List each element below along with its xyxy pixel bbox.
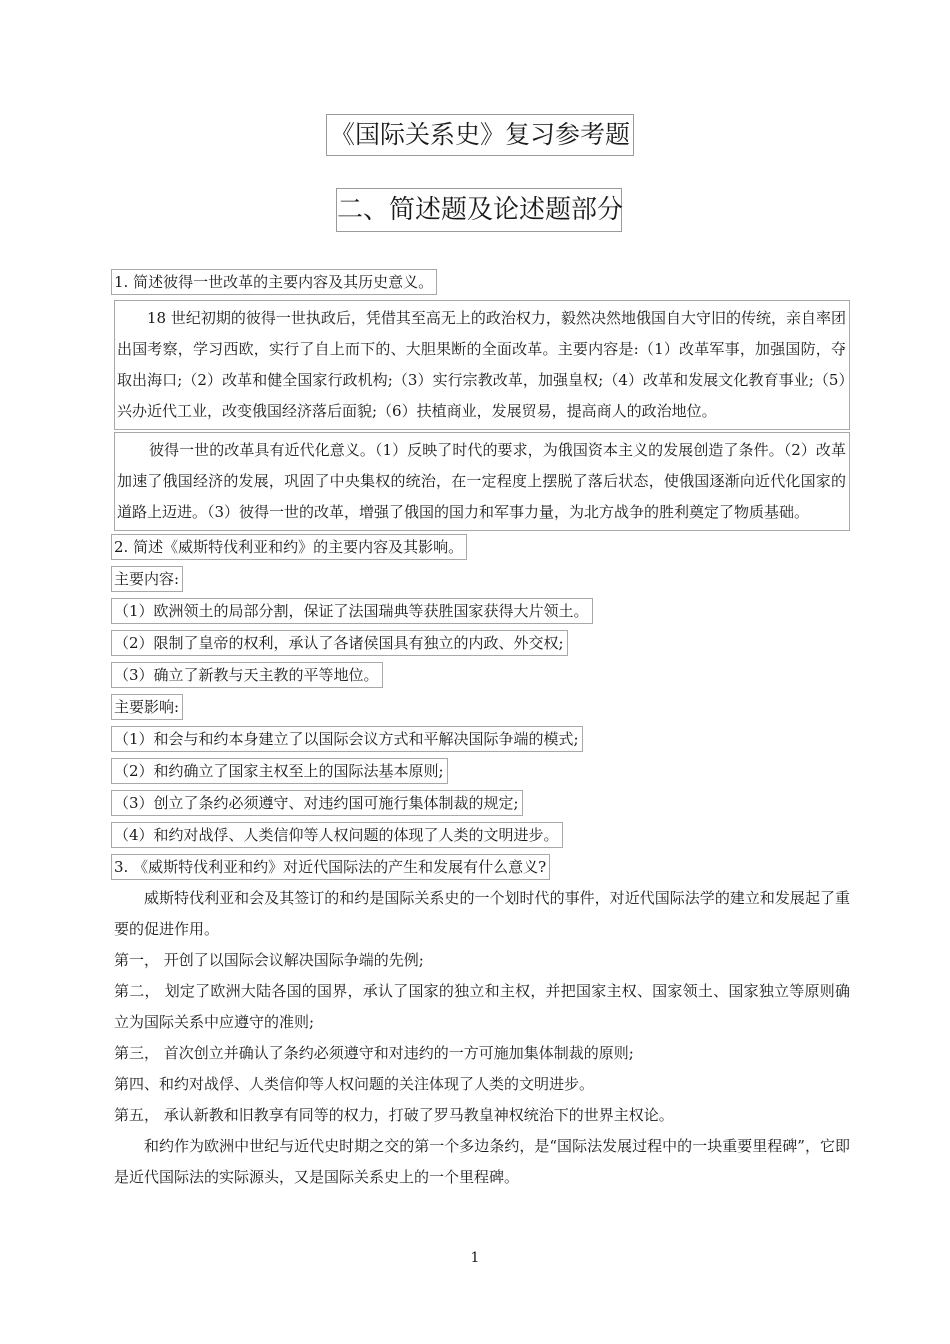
section-heading: 二、简述题及论述题部分: [336, 188, 622, 232]
answer-3-intro: 威斯特伐利亚和会及其签订的和约是国际关系史的一个划时代的事件，对近代国际法学的建立和发展起了重要的促进作用。: [114, 889, 850, 938]
answer-3-point: 第五， 承认新教和旧教享有同等的权力，打破了罗马教皇神权统治下的世界主权论。: [114, 1106, 674, 1124]
answer-3-point: 第一， 开创了以国际会议解决国际争端的先例;: [114, 951, 424, 969]
content-item: （2）限制了皇帝的权利，承认了各诸侯国具有独立的内政、外交权;: [111, 630, 568, 656]
content-item: （3）确立了新教与天主教的平等地位。: [111, 662, 383, 688]
impact-item: （3）创立了条约必须遵守、对违约国可施行集体制裁的规定;: [111, 790, 523, 816]
answer-1-paragraph-2: 彼得一世的改革具有近代化意义。（1）反映了时代的要求，为俄国资本主义的发展创造了条件。（2）改革加速了俄国经济的发展，巩固了中央集权的统治，在一定程度上摆脱了落后状态，使俄国逐渐向近代化国家的道路上迈进。（3）彼得一世的改革，增强了俄国的国力和军事力量，为北方战争的胜利奠定了物质基础。: [114, 432, 850, 531]
question-3: 3. 《威斯特伐利亚和约》对近代国际法的产生和发展有什么意义?: [111, 854, 550, 880]
impact-item: （1）和会与和约本身建立了以国际会议方式和平解决国际争端的模式;: [111, 726, 583, 752]
impact-item: （4）和约对战俘、人类信仰等人权问题的体现了人类的文明进步。: [111, 822, 563, 848]
question-1: 1. 简述彼得一世改革的主要内容及其历史意义。: [111, 269, 437, 295]
document-body: [114, 266, 850, 1193]
impact-item: （2）和约确立了国家主权至上的国际法基本原则;: [111, 758, 448, 784]
content-item: （1）欧洲领土的局部分割，保证了法国瑞典等获胜国家获得大片领土。: [111, 598, 593, 624]
content-heading: 主要内容:: [111, 566, 183, 592]
answer-3-conclusion: 和约作为欧洲中世纪与近代史时期之交的第一个多边条约，是“国际法发展过程中的一块重要里程碑”，它即是近代国际法的实际源头，又是国际关系史上的一个里程碑。: [114, 1137, 850, 1186]
impact-heading: 主要影响:: [111, 694, 183, 720]
answer-3-point: 第四、和约对战俘、人类信仰等人权问题的关注体现了人类的文明进步。: [114, 1075, 595, 1093]
answer-1-paragraph-1: 18 世纪初期的彼得一世执政后，凭借其至高无上的政治权力，毅然决然地俄国自大守旧的传统，亲自率团出国考察，学习西欧，实行了自上而下的、大胆果断的全面改革。主要内容是:（1）改革军事，加强国防，夺取出海口;（2）改革和健全国家行政机构;（3）实行宗教改革，加强皇权;（4）改革和发展文化教育事业;（5）兴办近代工业，改变俄国经济落后面貌;（6）扶植商业，发展贸易，提高商人的政治地位。: [114, 300, 850, 430]
answer-3-point: 第三， 首次创立并确认了条约必须遵守和对违约的一方可施加集体制裁的原则;: [114, 1044, 634, 1062]
document-title: 《国际关系史》复习参考题: [326, 114, 634, 156]
answer-3-point: 第二， 划定了欧洲大陆各国的国界，承认了国家的独立和主权，并把国家主权、国家领土、国家独立等原则确立为国际关系中应遵守的准则;: [114, 982, 850, 1031]
page-number: 1: [470, 1250, 480, 1266]
question-2: 2. 简述《威斯特伐利亚和约》的主要内容及其影响。: [111, 534, 467, 560]
